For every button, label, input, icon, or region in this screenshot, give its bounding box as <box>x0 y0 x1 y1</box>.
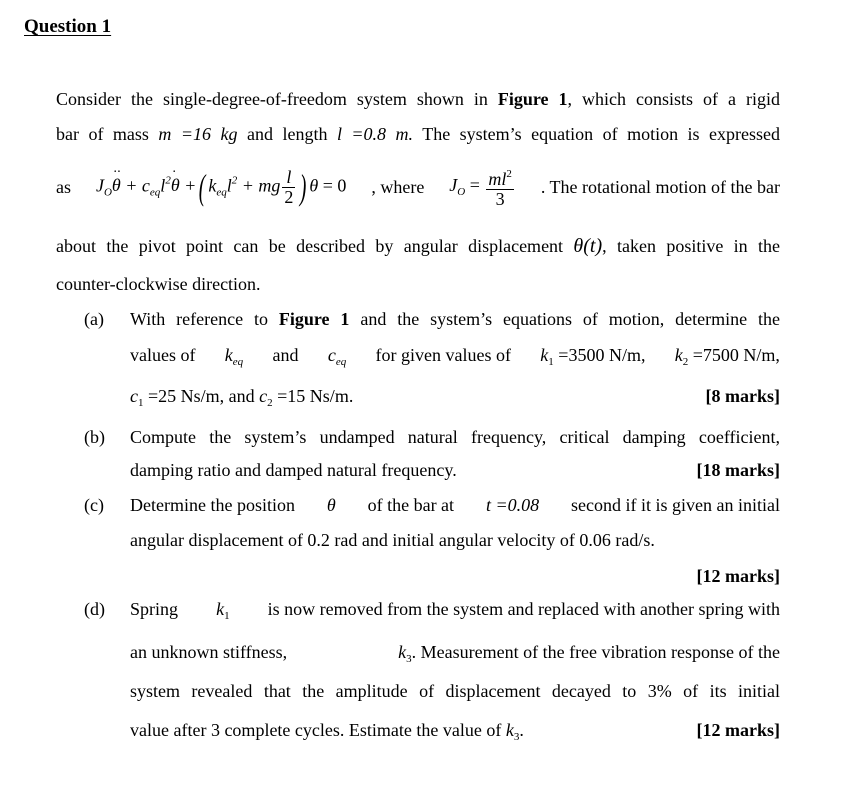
intro-line-5: counter-clockwise direction. <box>56 274 261 294</box>
part-d-label: (d) <box>84 599 105 619</box>
question-heading: Question 1 <box>24 16 112 37</box>
inertia-formula: $J_O$ = $\frac{ml^2}{3}$ <box>449 165 516 209</box>
eom-formula: $J_O\cdot\cdot \theta + c_{eq}l^2\cdot \theta$ +( $k_{eq}l^2$ + mg $\frac{l}{2}$ ) θ = 0 <box>96 168 346 207</box>
part-b-marks: [18 marks] <box>696 460 780 480</box>
figure-ref: Figure 1 <box>497 89 568 109</box>
mass-value: m =16 kg <box>158 124 238 144</box>
intro-line-4: about the pivot point can be described by angular displacement θ(t), taken positive in the <box>56 235 781 257</box>
part-c-marks: [12 marks] <box>696 566 780 586</box>
part-a: (a) With reference to Figure 1 and the system’s equations of motion, determine the values of $k_{eq}$ and $c_{eq}$ for given values of $k_1 =3500$ N/m, $k_2 =7500$ N/m, $c_1 =25$ Ns/m, and $c_2 =15$ Ns/m. [8 marks] <box>84 309 780 409</box>
part-d: (d) Spring $k_1$ is now removed from the system and replaced with another spring with an unknown stiffness, $k_3$ . Measurement of the free vibration response of the system revealed that the amplitude of displacement decayed to 3% of its initial value after 3 complete cycles. Estimate the value of $k_3$. [12 marks] <box>84 599 780 743</box>
part-d-marks: [12 marks] <box>696 720 780 740</box>
part-a-marks: [8 marks] <box>705 386 780 406</box>
part-b: (b) Compute the system’s undamped natural frequency, critical damping coefficient, damping ratio and damped natural frequency. [18 marks] <box>84 427 780 480</box>
part-a-label: (a) <box>84 309 104 329</box>
length-value: l =0.8 m. <box>336 124 414 144</box>
equation-of-motion: as $J_O\cdot\cdot \theta + c_{eq}l^2\cdot \theta$ +( $k_{eq}l^2$ + mg $\frac{l}{2}$ ) θ = 0 , where $J_O$ = $\frac{ml^2}{3}$ . The rotational motion of the bar <box>56 163 780 211</box>
part-b-label: (b) <box>84 427 105 447</box>
intro-line-2: bar of mass m =16 kg and length l =0.8 m. The system’s equation of motion is expressed <box>56 124 781 144</box>
part-c: (c) Determine the position θ of the bar at t =0.08 second if it is given an initial angular displacement of 0.2 rad and initial angular velocity of 0.06 rad/s. [12 marks] <box>84 495 780 586</box>
part-c-label: (c) <box>84 495 104 515</box>
theta-t: θ(t) <box>573 235 603 257</box>
intro-line-1: Consider the single-degree-of-freedom system shown in Figure 1, which consists of a rigid <box>56 89 780 109</box>
